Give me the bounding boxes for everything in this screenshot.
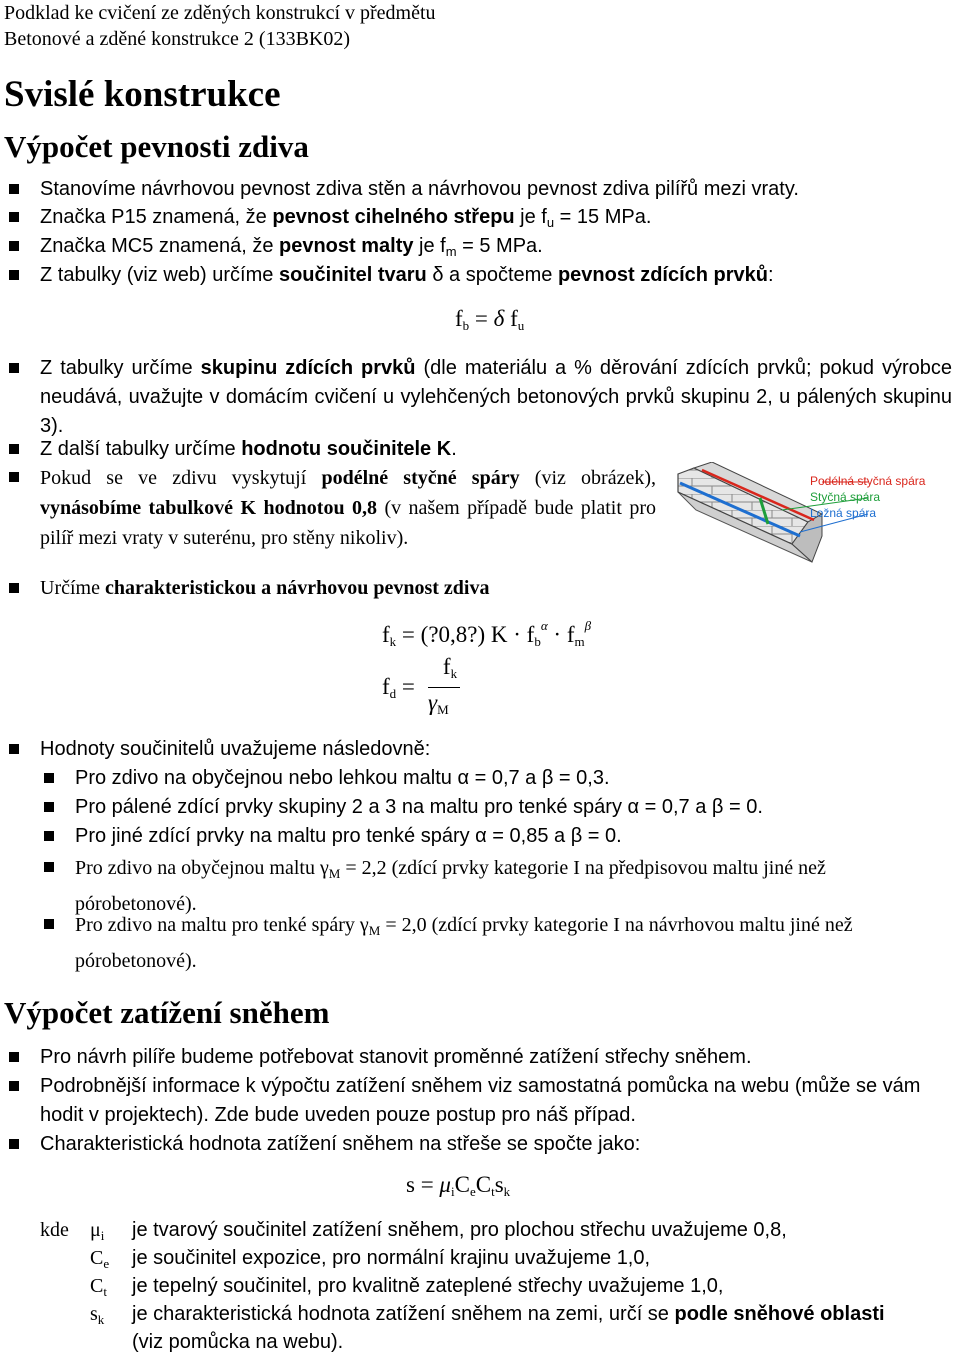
sub-bullet-text: Pro zdivo na obyčejnou maltu $\gamma_M = 2,2$ (zdící prvky kategorie I na předpisovou maltu jiné než pórobetonové).	[75, 857, 826, 915]
bullet-icon	[9, 1139, 19, 1149]
bullet-icon	[44, 831, 54, 841]
section-heading-pevnost: Výpočet pevnosti zdiva	[4, 129, 309, 164]
section-heading-snih: Výpočet zatížení sněhem	[4, 995, 330, 1030]
bullet-icon	[9, 184, 19, 194]
equation-snow: $s = \mu_iC_eC_ts_k$	[406, 1172, 511, 1199]
figure-label-lozna: Ložná spára	[810, 506, 877, 520]
kde-label: kde	[40, 1219, 69, 1241]
def-text: je charakteristická hodnota zatížení sněhem na zemi, určí se podle sněhové oblasti	[132, 1303, 885, 1325]
bullet-icon	[9, 472, 19, 482]
def-symbol: $\mu_i$	[90, 1219, 105, 1243]
bullet-icon	[9, 363, 19, 373]
sub-bullet-text: Pro jiné zdící prvky na maltu pro tenké spáry α = 0,85 a β = 0.	[75, 825, 622, 847]
bullet-text: Z tabulky určíme skupinu zdících prvků (dle materiálu a % děrování zdících prvků; pokud výrobce neudává, uvažujte v domácím cvičení u vylehčených betonových prvků skupinu 2, u pálených skupinu 3).	[40, 357, 952, 437]
bullet-icon	[9, 444, 19, 454]
def-text: je součinitel expozice, pro normální krajinu uvažujeme 1,0,	[132, 1247, 651, 1269]
bullet-icon	[44, 919, 54, 929]
bullet-icon	[9, 583, 19, 593]
bullet-text: Z další tabulky určíme hodnotu součinitele K.	[40, 438, 457, 460]
fraction-numerator: $f_k$	[442, 654, 458, 681]
bullet-icon	[9, 270, 19, 280]
masonry-joints-figure	[672, 462, 954, 574]
bullet-icon	[9, 1052, 19, 1062]
bullet-text: Pro návrh pilíře budeme potřebovat stanovit proměnné zatížení střechy sněhem.	[40, 1046, 752, 1068]
bullet-text: Značka P15 znamená, že pevnost cihelného střepu je $f_u = 15$ MPa.	[40, 206, 652, 230]
bullet-icon	[9, 212, 19, 222]
equation-fd: $f_d$ =	[382, 674, 415, 701]
bullet-icon	[9, 1081, 19, 1091]
equation-fb: $f_b = \delta$ $f_u$	[455, 306, 525, 333]
bullet-text: Pokud se ve zdivu vyskytují podélné styčné spáry (viz obrázek), vynásobíme tabulkové K hodnotou 0,8 (v našem případě bude platit pro pilíř mezi vraty v suterénu, pro stěny nikoliv).	[40, 467, 657, 549]
equation-fk: $f_k$ = (?0,8?) $K \cdot f_b^\alpha \cdot f_m^\beta$	[382, 618, 592, 649]
fraction-denominator: $\gamma_M$	[428, 690, 449, 717]
bullet-text: Charakteristická hodnota zatížení sněhem na střeše se spočte jako:	[40, 1133, 641, 1155]
bullet-icon	[9, 241, 19, 251]
def-symbol: $C_t$	[90, 1275, 107, 1299]
bullet-text: Stanovíme návrhovou pevnost zdiva stěn a návrhovou pevnost zdiva pilířů mezi vraty.	[40, 178, 799, 200]
bullet-icon	[44, 862, 54, 872]
bullet-text: Hodnoty součinitelů uvažujeme následovně:	[40, 738, 431, 760]
bullet-icon	[9, 744, 19, 754]
def-symbol: $C_e$	[90, 1247, 110, 1271]
bullet-text: Podrobnější informace k výpočtu zatížení sněhem viz samostatná pomůcka na webu (může se vám hodit v projektech). Zde bude uveden pouze postup pro náš případ.	[40, 1075, 921, 1126]
bullet-text: Značka MC5 znamená, že pevnost malty je $f_m = 5$ MPa.	[40, 235, 543, 259]
figure-label-stycna: Styčná spára	[810, 490, 881, 504]
figure-label-podelna: Podélná styčná spára	[810, 474, 926, 488]
page-title: Svislé konstrukce	[4, 74, 281, 115]
def-text: je tvarový součinitel zatížení sněhem, pro plochou střechu uvažujeme 0,8,	[132, 1219, 787, 1241]
def-text-continued: (viz pomůcka na webu).	[132, 1331, 344, 1353]
bullet-icon	[44, 773, 54, 783]
doc-header-line1: Podklad ke cvičení ze zděných konstrukcí v předmětu	[4, 2, 436, 24]
def-symbol: $s_k$	[90, 1303, 105, 1327]
bullet-icon	[44, 802, 54, 812]
sub-bullet-text: Pro pálené zdící prvky skupiny 2 a 3 na maltu pro tenké spáry α = 0,7 a β = 0.	[75, 796, 763, 818]
fraction-bar	[428, 687, 460, 688]
def-text: je tepelný součinitel, pro kvalitně zateplené střechy uvažujeme 1,0,	[132, 1275, 724, 1297]
sub-bullet-text: Pro zdivo na obyčejnou nebo lehkou maltu α = 0,7 a β = 0,3.	[75, 767, 610, 789]
bullet-text: Z tabulky (viz web) určíme součinitel tvaru δ a spočteme pevnost zdících prvků:	[40, 264, 774, 286]
bullet-text: Určíme charakteristickou a návrhovou pevnost zdiva	[40, 577, 490, 599]
doc-header-line2: Betonové a zděné konstrukce 2 (133BK02)	[4, 28, 351, 50]
sub-bullet-text: Pro zdivo na maltu pro tenké spáry $\gamma_M = 2,0$ (zdící prvky kategorie I na návrhovou maltu jiné než pórobetonové).	[75, 914, 853, 972]
